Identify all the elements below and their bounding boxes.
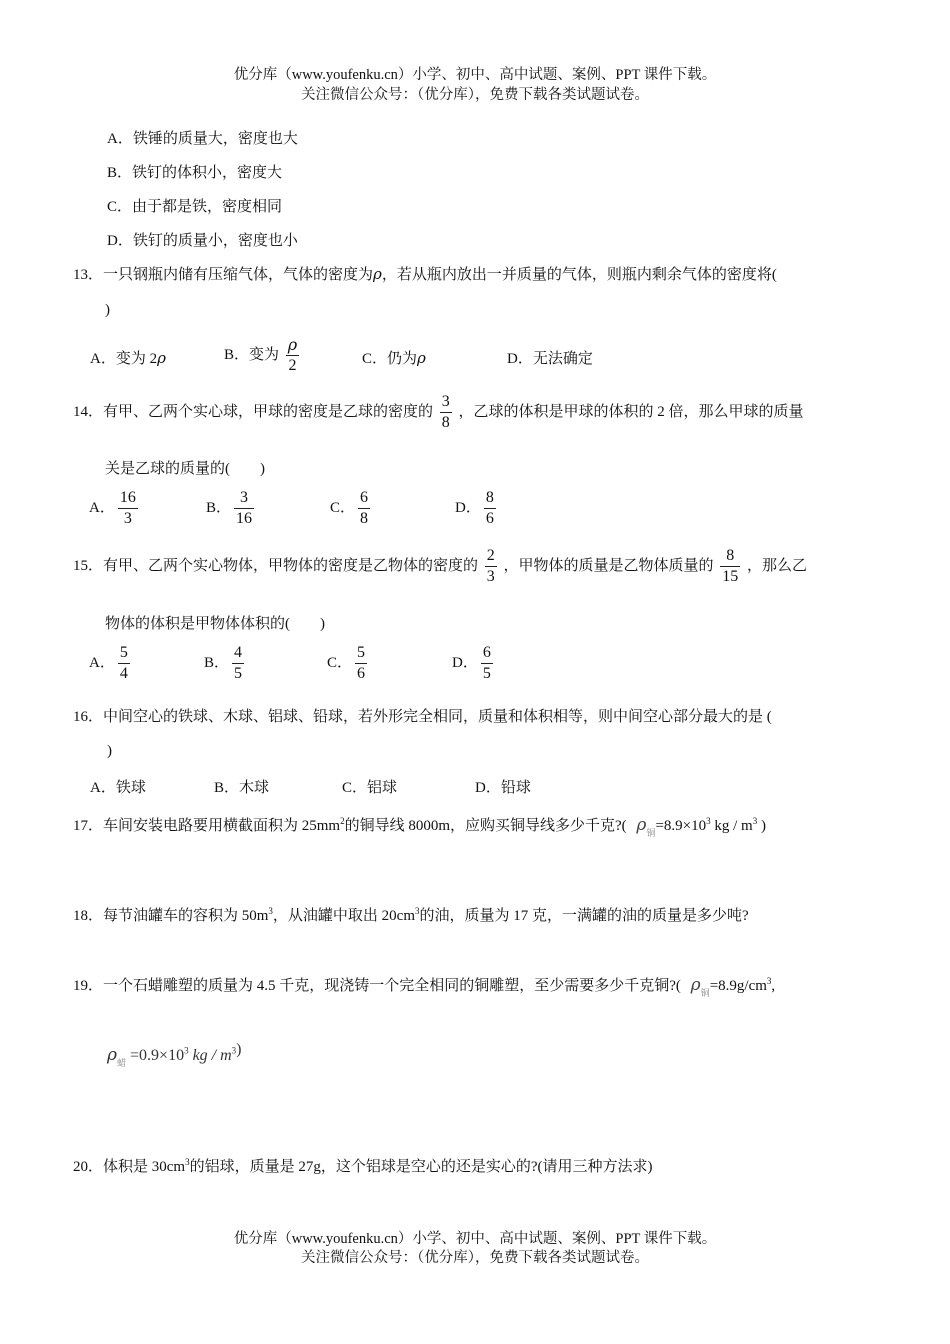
q20-stem: 20．体积是 $30cm^3$的铝球，质量是 27g，这个铝球是空心的还是实心的?(请用三种方法求) xyxy=(73,1157,653,1175)
q16-option-a: A．铁球 xyxy=(90,780,146,796)
q17-stem: 17．车间安装电路要用横截面积为 $25mm^2$的铜导线 8000m，应购买铜导线多少千克?( $\rho_铜=8.9\times 10^3$ kg / $m^3$ ) xyxy=(73,815,766,838)
q15-stem xyxy=(73,548,807,585)
rho-wax-symbol: ρ xyxy=(107,1045,117,1065)
q14-option-d: D． $\frac{8}{6}$ xyxy=(455,489,494,527)
q13-option-a xyxy=(90,347,166,368)
q12-option-c: C．由于都是铁，密度相同 xyxy=(107,199,283,215)
q15-option-b: B． $\frac{4}{5}$ xyxy=(204,644,243,682)
q16-option-d: D．铅球 xyxy=(475,780,531,796)
q13-option-a-label: A．变为 2 xyxy=(90,351,158,367)
q16-option-b: B．木球 xyxy=(214,780,270,796)
q13-option-d: D．无法确定 xyxy=(507,351,593,367)
q15-option-a: A． $\frac{5}{4}$ xyxy=(89,644,128,682)
q13-option-b-fraction: $\frac{\rho}{2}$ xyxy=(287,335,298,374)
footer-line-1: 优分库（www.youfenku.cn）小学、初中、高中试题、案例、PPT 课件下载。 xyxy=(233,1231,717,1247)
q12-option-a: A．铁锤的质量大，密度也大 xyxy=(107,131,298,147)
q15-option-d: D． $\frac{6}{5}$ xyxy=(452,644,491,682)
q13-option-b-label: B．变为 xyxy=(224,346,280,363)
q19-formula-line2: $\rho_蜡 =0.9\times 10^3$ kg / $m^3$) xyxy=(107,1041,242,1068)
q16-option-c: C．铝球 xyxy=(342,780,398,796)
rho-copper-symbol: ρ xyxy=(636,815,647,835)
q16-stem-line2: ) xyxy=(107,743,112,759)
footer-line-2: 关注微信公众号：（优分库），免费下载各类试题试卷。 xyxy=(301,1250,649,1266)
q13-option-c-label: C．仍为 xyxy=(362,351,418,367)
header-line-1: 优分库（www.youfenku.cn）小学、初中、高中试题、案例、PPT 课件下载。 xyxy=(233,67,717,83)
q12-option-d: D．铁钉的质量小，密度也小 xyxy=(107,233,298,249)
q14-fraction: $\frac{3}{8}$ xyxy=(441,393,450,431)
rho-symbol: ρ xyxy=(417,349,426,367)
q13-stem-pre: 13．一只钢瓶内储有压缩气体，气体的密度为 xyxy=(73,267,374,283)
q13-option-b xyxy=(224,337,302,374)
rho-copper-symbol: ρ xyxy=(690,975,701,995)
q13-stem-post: ，若从瓶内放出一并质量的气体，则瓶内剩余气体的密度将( xyxy=(381,267,777,283)
rho-symbol: ρ xyxy=(157,349,166,367)
q14-option-c: C． $\frac{6}{8}$ xyxy=(330,489,369,527)
q15-stem-pre: 15．有甲、乙两个实心物体，甲物体的密度是乙物体的密度的 xyxy=(73,557,479,574)
q15-option-c: C． $\frac{5}{6}$ xyxy=(327,644,366,682)
q12-option-b: B．铁钉的体积小，密度大 xyxy=(107,165,283,181)
q14-stem-post: ，乙球的体积是甲球的体积的 2 倍，那么甲球的质量 xyxy=(458,403,804,420)
q14-option-b: B． $\frac{3}{16}$ xyxy=(206,489,253,527)
q15-stem-mid: ，甲物体的质量是乙物体质量的 xyxy=(503,557,714,574)
q14-stem-line2: 关是乙球的质量的( ) xyxy=(105,461,265,477)
q15-stem-post: ，那么乙 xyxy=(747,557,808,574)
q16-stem: 16．中间空心的铁球、木球、铝球、铅球，若外形完全相同，质量和体积相等，则中间空心部分最大的是 ( xyxy=(73,709,772,725)
q13-option-c xyxy=(362,347,426,368)
q14-option-a: A． $\frac{16}{3}$ xyxy=(89,489,136,527)
q13-stem-line2: ) xyxy=(105,302,110,318)
q18-stem: 18．每节油罐车的容积为 $50m^3$，从油罐中取出 $20cm^3$的油，质量为 17 克，一满罐的油的质量是多少吨? xyxy=(73,906,749,924)
q13-stem xyxy=(73,263,777,284)
q15-fraction-2: $\frac{8}{15}$ xyxy=(722,547,739,585)
header-line-2: 关注微信公众号：（优分库），免费下载各类试题试卷。 xyxy=(301,87,649,103)
q14-stem xyxy=(73,394,804,431)
q15-stem-line2: 物体的体积是甲物体体积的( ) xyxy=(105,616,325,632)
q15-fraction-1: $\frac{2}{3}$ xyxy=(486,547,495,585)
q19-stem: 19．一个石蜡雕塑的质量为 4.5 千克，现浇铸一个完全相同的铜雕塑，至少需要多少千克铜?( $\rho_铜=8.9g/cm^3$, xyxy=(73,975,776,998)
rho-symbol: ρ xyxy=(373,265,382,283)
q14-stem-pre: 14．有甲、乙两个实心球，甲球的密度是乙球的密度的 xyxy=(73,403,434,420)
